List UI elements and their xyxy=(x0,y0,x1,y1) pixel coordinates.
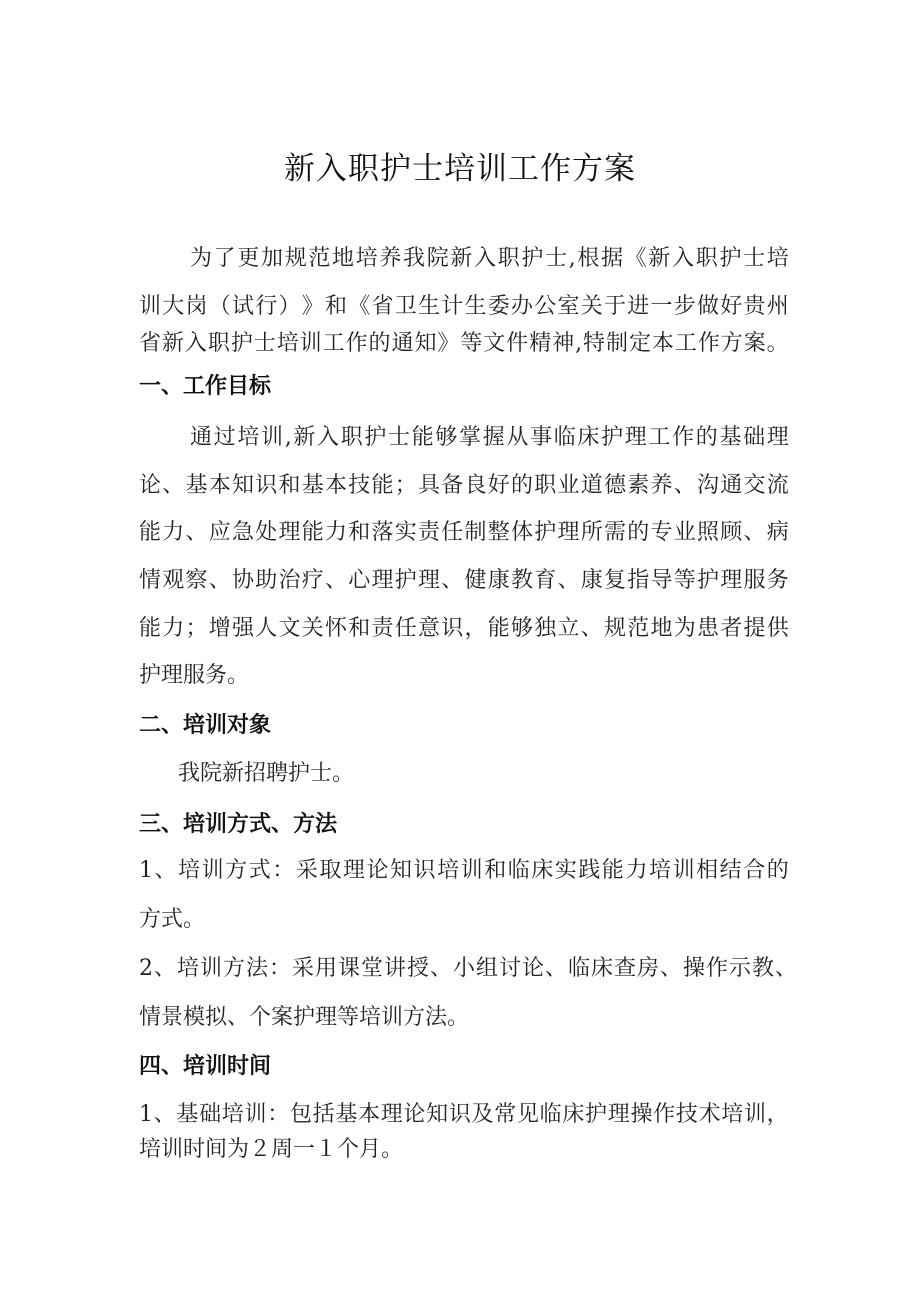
intro-line-3: 省 新 入 职 护 士 培 训 工 作 的 通 知 》 等 文 件 精 神 , 特 制 定 本 工 作 方 案 。 xyxy=(139,331,789,356)
methods-line-1: 1 、 培 训 方 式 ： 采 取 理 论 知 识 培 训 和 临 床 实 践 能 力 培 训 相 结 合 的 xyxy=(139,858,789,883)
schedule-line-1: 1 、 基 础 培 训 ： 包 括 基 本 理 论 知 识 及 常 见 临 床 护 理 操 作 技 术 培 训 ， xyxy=(139,1102,789,1127)
section-heading-methods: 三、培训方式、方法 xyxy=(139,812,338,837)
intro-line-1: 为 了 更 加 规 范 地 培 养 我 院 新 入 职 护 士 , 根 据 《 新 入 职 护 士 培 xyxy=(190,246,789,271)
methods-line-2: 方式。 xyxy=(139,907,206,932)
goals-line-2: 论 、 基 本 知 识 和 基 本 技 能 ； 具 备 良 好 的 职 业 道 德 素 养 、 沟 通 交 流 xyxy=(139,473,789,498)
section-heading-goals: 一、工作目标 xyxy=(139,374,272,399)
schedule-line-2: 培训时间为２周一１个月。 xyxy=(139,1137,404,1162)
document-title: 新入职护士培训工作方案 xyxy=(284,151,636,187)
goals-line-6: 护理服务。 xyxy=(139,663,250,688)
section-heading-trainees: 二、培训对象 xyxy=(139,713,272,738)
goals-line-4: 情 观 察 、 协 助 治 疗 、 心 理 护 理 、 健 康 教 育 、 康 复 指 导 等 护 理 服 务 xyxy=(139,568,789,593)
trainees-line-1: 我院新招聘护士。 xyxy=(178,761,355,786)
goals-line-1: 通 过 培 训 , 新 入 职 护 士 能 够 掌 握 从 事 临 床 护 理 工 作 的 基 础 理 xyxy=(190,425,789,450)
methods-line-4: 情景模拟、个案护理等培训方法。 xyxy=(139,1005,470,1030)
intro-line-2: 训 大 岗 （ 试 行 ） 》 和 《 省 卫 生 计 生 委 办 公 室 关 于 进 一 步 做 好 贵 州 xyxy=(139,294,789,319)
section-heading-schedule: 四、培训时间 xyxy=(139,1054,272,1079)
methods-line-3: 2 、 培 训 方 法 ： 采 用 课 堂 讲 授 、 小 组 讨 论 、 临 床 查 房 、 操 作 示 教 、 xyxy=(139,956,797,981)
goals-line-3: 能 力 、 应 急 处 理 能 力 和 落 实 责 任 制 整 体 护 理 所 需 的 专 业 照 顾 、 病 xyxy=(139,520,789,545)
goals-line-5: 能 力 ； 增 强 人 文 关 怀 和 责 任 意 识 ， 能 够 独 立 、 规 范 地 为 患 者 提 供 xyxy=(139,616,789,641)
